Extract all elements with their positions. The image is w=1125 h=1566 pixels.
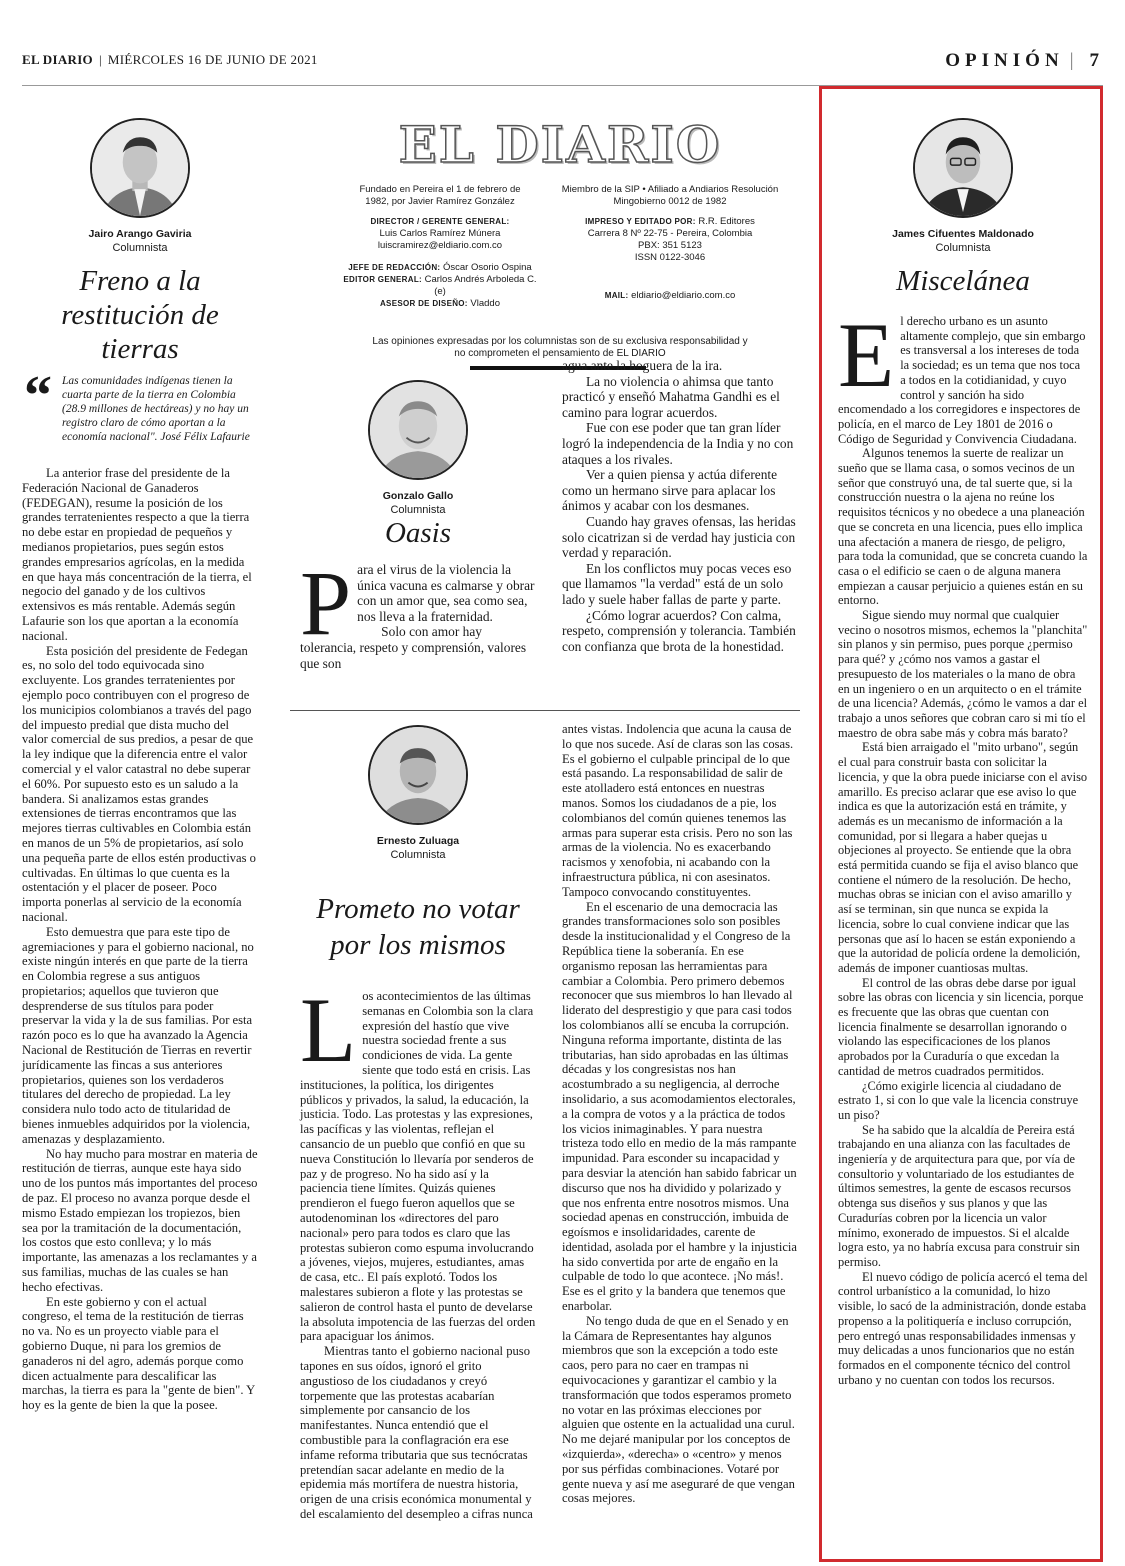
column-restitucion — [22, 118, 258, 1413]
director-email: luiscramirez@eldiario.com.co — [377, 240, 503, 251]
column-prometo — [300, 725, 536, 1522]
paragraph: Algunos tenemos la suerte de realizar un sueño que se llama casa, o somos vecinos de un señor que construyó una, de tal suerte que, si la construcción nuestra o la ajena no reúne los requisitos técnicos y no obedece a una planeación que se concreta en una licencia, pues ello implica una afectación a manera de riesgo, de peligro, para toda la comunidad, que se concreta cuando la casa o el edificio se caen o de alguna manera empiezan a causar perjuicio a quienes están en su entorno. — [838, 446, 1088, 608]
author-role: Columnista — [112, 242, 168, 254]
mail-label: MAIL: — [604, 291, 629, 300]
portrait-photo — [92, 120, 188, 216]
paragraph: Cuando hay graves ofensas, las heridas solo cicatrizan si de verdad hay justicia con verdad y reparación. — [562, 513, 796, 561]
avatar-james — [913, 118, 1013, 218]
page-number: 7 — [1089, 50, 1099, 71]
paragraph: El nuevo código de policía acercó el tema del control urbanístico a la comunidad, lo hizo visible, lo sacó de la administración, donde estaba propenso a la politiquería e incluso corrupción, pero entregó unas responsabilidades inmensas y muy delicadas a unos funcionarios que no están formados en el componente técnico del control urbano y no cuentan con todos los recursos. — [838, 1269, 1088, 1387]
issn: ISSN 0122-3046 — [634, 252, 706, 263]
disenio-name: Vladdo — [470, 298, 500, 309]
article-body — [22, 466, 258, 1413]
lead-paragraph — [300, 979, 536, 1344]
quote-mark-icon: “ — [24, 365, 52, 427]
article-body — [300, 552, 536, 671]
credit-line — [340, 262, 540, 274]
dropcap: L — [300, 979, 357, 1081]
section-name: OPINIÓN — [945, 50, 1064, 71]
column-oasis-continued — [562, 358, 798, 654]
credit-line — [560, 290, 780, 302]
paragraph: agua ante la hoguera de la ira. — [562, 358, 723, 373]
jefe-name: Óscar Osorio Ospina — [443, 262, 532, 273]
paragraph: No tengo duda de que en el Senado y en la Cámara de Representantes hay algunos miembros que son la excepción a todo este caos, pero para no caer en trampas ni equivocaciones y garantizar el cambio y la transformación que todos esperamos prometo no votar en las próximas elecciones por alguien que ostente en la actualidad una curul. No me dejaré manipular por los conceptos de «izquierda», «derecha» o «centro» y menos por sus pérfidas combinaciones. Votaré por gente nueva y así me aseguraré de que vengan cosas mejores. — [562, 1313, 795, 1506]
paragraph: ¿Cómo lograr acuerdos? Con calma, respeto, comprensión y tolerancia. También con confianza que brota de la honestidad. — [562, 607, 796, 654]
paragraph: ¿Cómo exigirle licencia al ciudadano de estrato 1, si con lo que vale la licencia construye un piso? — [838, 1078, 1079, 1122]
pbx: PBX: 351 5123 — [638, 240, 702, 251]
author-role: Columnista — [390, 849, 446, 861]
paragraph: El control de las obras debe darse por igual sobre las obras con licencia y sin licencia, porque es frecuente que las obras que cuentan con licencia finalmente se desarrollan ignorando o violando las especificaciones de los planos aprobados por la Curaduría o que excedan la cantidad de metros cuadrados permitidos. — [838, 975, 1084, 1078]
article-body — [838, 304, 1088, 1387]
paragraph: En este gobierno y con el actual congreso, el tema de la restitución de tierras no va. No es un proyecto viable para el gobierno Duque, ni para los gremios de ganaderos ni del agro, además porque como dicen actualmente para descalificar las marchas, la tierra es para la "gente de bien". Y hoy es la gente de bien la que la posee. — [22, 1294, 255, 1413]
header-left — [22, 52, 318, 68]
portrait-photo — [915, 120, 1011, 216]
lead-text: ara el virus de la violencia la única vacuna es calmarse y obrar con un amor que, sea como sea, nos lleva a la fraternidad. — [357, 562, 535, 624]
masthead-logo: EL DIARIO — [398, 115, 722, 174]
author-name: James Cifuentes Maldonado — [892, 228, 1034, 240]
avatar-jairo — [90, 118, 190, 218]
portrait-photo — [370, 727, 466, 823]
author-name: Jairo Arango Gaviria — [88, 228, 192, 240]
header-right — [945, 50, 1099, 72]
credit-line — [560, 216, 780, 228]
article-title: Oasis — [384, 517, 452, 549]
editor-name: Carlos Andrés Arboleda C. (e) — [424, 274, 537, 297]
paragraph: Se ha sabido que la alcaldía de Pereira está trabajando en una alianza con las facultades de ingeniería y de arquitectura para que, por vía de consultorio y voluntariado de los estudiantes de últimos semestres, la gente de escasos recursos obtenga sus diseños y sus planos y que las Curadurías cobren por la licencia un valor mínimo, exonerado de impuestos. Si el alcalde logra esto, ya no habría excusa para construir sin permiso. — [838, 1122, 1080, 1269]
address: Carrera 8 Nº 22-75 - Pereira, Colombia — [587, 228, 753, 239]
masthead — [340, 115, 780, 360]
director-name: Luis Carlos Ramírez Múnera — [379, 228, 501, 239]
column-miscelanea — [838, 118, 1088, 1387]
paragraph: antes vistas. Indolencia que acuna la causa de lo que nos sucede. Así de claras son las cosas. Es el gobierno el culpable principal de lo que está pasando. La responsabilidad de salir de este atolladero está entonces en nuestras manos. Somos los ciudadanos de a pie, los colombianos del común quienes tenemos las armas para superar esta crisis. Pero no son las armas de la violencia. No es exacerbando racismos y xenofobia, ni acabando con la infraestructura pública, ni con asesinatos. Tampoco convocando constituyentes. — [562, 722, 794, 899]
column-oasis — [300, 380, 536, 671]
paragraph: Fue con ese poder que tan gran líder logró la independencia de la India y no con ataques a los rivales. — [562, 420, 794, 467]
paragraph: La anterior frase del presidente de la Federación Nacional de Ganaderos (FEDEGAN), resume la posición de los grandes terratenientes respecto a que la tierra no debe estar en propiedad de pequeños y medianos propietarios, pues según estos grandes empresarios agrícolas, en la medida en que haya más concentración de la tierra, el negocio del ganado y de los cultivos extensivos es más rentable. Además según Lafaurie son los que aportan a la economía nacional. — [22, 466, 252, 643]
membership-text: Miembro de la SIP • Afiliado a Andiarios Resolución Mingobierno 0012 de 1982 — [561, 184, 779, 207]
paragraph: Esto demuestra que para este tipo de agremiaciones y para el gobierno nacional, no existe ningún interés en que parte de la tierra en Colombia regrese a sus antiguos propietarios; aquellos que tuvieron que desprenderse de sus títulos para poder preservar la vida y la de sus familias. Por esta razón poco es lo que ha avanzado la Agencia Nacional de Restitución de Tierras en revertir jurídicamente las fincas a sus anteriores propietarios, quienes son los verdaderos titulares del derecho de propiedad. La ley considera nulo todo acto de titularidad de bienes inmuebles adquiridos por la violencia, amenazas y desplazamiento. — [22, 924, 254, 1146]
disenio-label: ASESOR DE DISEÑO: — [379, 299, 468, 308]
paragraph: Está bien arraigado el "mito urbano", según el cual para construir basta con solicitar la licencia, y que la obra puede iniciarse con el aviso amarillo. Es preciso aclarar que ese aviso lo que indica es que la autorización está en trámite, y además es un mecanismo de información a la comunidad, por si llegara a haber quejas u objeciones al proyecto. Se entiende que la obra está permitida cuando se fija el aviso blanco que contiene el número de la resolución. De hecho, muchas obras se inician con el aviso amarillo y así se terminan, sin que nunca se expida la licencia, sobre lo cual conviene indicar que las personas que así lo hacen se están exponiendo a que la autoridad de policía ordene la demolición, además de imponer cuantiosas multas. — [838, 740, 1088, 975]
lead-text: l derecho urbano es un asunto altamente complejo, que sin embargo es transversal a los intereses de toda la sociedad; es un tema que nos toca a todos en la cotidianidad, y cuyo control y sanción ha sido encomendado a los corregidores e inspectores de policía, en el marco de Ley 1801 de 2016 o Código de Seguridad y Convivencia Ciudadana. — [838, 314, 1086, 446]
header-separator: | — [98, 52, 102, 67]
paragraph: Ver a quien piensa y actúa diferente como un hermano sirve para aplacar los ánimos y acabar con los desmanes. — [562, 467, 778, 514]
founded-text: Fundado en Pereira el 1 de febrero de 1982, por Javier Ramírez González — [359, 184, 521, 207]
paragraph: Sigue siendo muy normal que cualquier vecino o nosotros mismos, echemos la "planchita" sin planos y sin permiso, pues porque ¿permiso para qué? y ¿cómo nos vamos a gastar el presupuesto de los materiales o la mano de obra en un ingeniero o en un arquitecto o en el trámite de una licencia? Además, ¿cómo le vamos a dar el trabajo a unos señores que cobran caro si mi tío el maestro de obra sabe más y cobra más barato? — [838, 608, 1088, 740]
dropcap: P — [300, 552, 352, 654]
avatar-ernesto — [368, 725, 468, 825]
paragraph: En el escenario de una democracia las grandes transformaciones solo son posibles desde la institucionalidad y el Congreso de la República tiene la soberanía. En ese organismo reposan las herramientas para cambiar a Colombia. Pero primero debemos reconocer que sus miembros lo han llevado al liderato del desprestigio y que para casi todos los colombianos allí se encuba la corrupción. Ninguna reforma importante, distinta de las tributarias, han sido aprobadas en las últimas décadas y los congresistas nos han acostumbrado a su negligencia, al derroche insolidario, a sus acomodamientos electorales, a la compra de votos y a la práctica de todos los vicios inimaginables. Y para nuestra tristeza todo ello en medio de la más rampante impunidad. Para esconder su incapacidad y para desviar la atención han sabido fabricar un discurso que nos ha dividido y polarizado y que nos enfrenta entre nosotros mismos. Una sociedad apenas en construcción, imbuida de egoísmos e insolidaridades, carente de identidad, asolada por el hambre y la injusticia ha sido convertida por arte de engaño en la culpable de todo lo que acontece. ¡No más!. Ese es el grito y la bandera que tenemos que enarbolar. — [562, 899, 798, 1314]
director-label: DIRECTOR / GERENTE GENERAL: — [370, 217, 510, 226]
masthead-left — [340, 184, 540, 310]
disclaimer: Las opiniones expresadas por los columnistas son de su exclusiva responsabilidad y no comprometen el pensamiento de EL DIARIO — [372, 336, 748, 359]
paragraph: En los conflictos muy pocas veces eso que llamamos "la verdad" está de un solo lado y suele haber fallas de parte y parte. — [562, 560, 792, 607]
impreso-name: R.R. Editores — [698, 216, 755, 227]
masthead-credits — [340, 184, 780, 334]
article-title: Prometo no votar por los mismos — [316, 893, 520, 961]
article-title: Miscelánea — [896, 265, 1030, 297]
credit-line — [340, 298, 540, 310]
paper-name: EL DIARIO — [22, 52, 93, 67]
masthead-right — [560, 184, 780, 302]
credit-line — [340, 274, 540, 298]
header-separator: | — [1069, 50, 1074, 71]
avatar-gonzalo — [368, 380, 468, 480]
author-role: Columnista — [390, 504, 446, 516]
pull-quote-text: Las comunidades indígenas tienen la cuarta parte de la tierra en Colombia (28.9 millones de hectáreas) y no hay un registro claro de cómo aportan a la economía nacional". José Félix Lafaurie — [62, 375, 250, 443]
mail-address: eldiario@eldiario.com.co — [631, 290, 736, 301]
impreso-label: IMPRESO Y EDITADO POR: — [585, 217, 696, 226]
author-name: Gonzalo Gallo — [382, 490, 454, 502]
author-role: Columnista — [935, 242, 991, 254]
lead-text: os acontecimientos de las últimas semanas en Colombia son la clara expresión del hastío que vive nuestra sociedad frente a sus condiciones de vida. La gente siente que todo está en crisis. Las instituciones, la política, los dirigentes públicos y privados, la salud, la educación, la justicia. Todo. Las protestas y las expresiones, las pacíficas y las violentas, reflejan el cansancio de un pueblo que confió en que su nueva Constitución lo llevaría por senderos de paz y de progreso. No ha sido así y la paciencia tiene límites. Quizás quienes prendieron el fuego fueron aquellos que se autodenominan los «directores del paro nacional» pero para todos es claro que las protestas subieron como espuma involucrando a jóvenes, viejos, mujeres, estudiantes, amas de casa, etc.. El país explotó. Todos los malestares subieron a flote y las protestas se salieron de control hasta el punto de develarse la absoluta impotencia de las fuerzas del orden para apaciguar los ánimos. — [300, 989, 536, 1344]
portrait-photo — [370, 382, 466, 478]
lead-paragraph — [838, 304, 1088, 446]
paragraph: La no violencia o ahimsa que tanto practicó y enseñó Mahatma Gandhi es el camino para lograr acuerdos. — [562, 373, 780, 420]
page-header — [22, 52, 1099, 80]
paragraph: No hay mucho para mostrar en materia de restitución de tierras, aunque este haya sido uno de los puntos más importantes del proceso de paz. El proceso no avanza porque desde el mismo Estado empiezan los tropiezos, bien sea por la tramitación de la documentación, los costos que esto conlleva; y lo más importante, las amenazas a los reclamantes y a sus familias, muchas de las cuales se han hecho efectivas. — [22, 1146, 258, 1294]
dropcap: E — [838, 304, 895, 406]
paragraph: Mientras tanto el gobierno nacional puso tapones en sus oídos, ignoró el grito angustioso de los ciudadanos y creyó torpemente que las protestas acabarían simplemente por cansancio de los manifestantes. Nunca entendió que el combustible para la conflagración era ese infame reforma tributaria que sus tecnócratas pretendían sacar adelante en medio de la epidemia más mortífera de nuestra historia, origen de una crisis económica monumental y del escalamiento del desempleo a cifras nunca — [300, 1344, 533, 1521]
author-name: Ernesto Zuluaga — [376, 835, 460, 847]
paragraph: Esta posición del presidente de Fedegan es, no solo del todo equivocada sino excluyente. Los grandes terratenientes por ejemplo poco contribuyen con el progreso de los municipios colombianos a través del pago del impuesto predial que dista mucho del valor comercial de sus predios, a pesar de que la ley indique que la diferencia entre el valor comercial y el valor catastral no debe superar el 60%. Por supuesto esto es un saludo a la bandera. Si analizamos estas grandes extensiones de tierras encontramos que las mejores tierras cultivables en Colombia están en manos de un 5% de propietarios, así solo una pequeña parte de ellos estén productivas o cultivadas. En últimas lo que cuenta es la ostentación y el placer de poseer. Poco importa ponerlas al servicio de la economía nacional. — [22, 643, 256, 924]
editor-label: EDITOR GENERAL: — [343, 275, 422, 284]
article-title: Freno a la restitución de tierras — [61, 265, 219, 365]
jefe-label: JEFE DE REDACCIÓN: — [348, 263, 441, 272]
article-body — [300, 979, 536, 1522]
column-prometo-continued — [562, 722, 798, 1506]
issue-date: MIÉRCOLES 16 DE JUNIO DE 2021 — [107, 52, 318, 67]
pull-quote — [22, 365, 258, 444]
section-divider — [290, 710, 800, 711]
paragraph: Solo con amor hay tolerancia, respeto y comprensión, valores que son — [300, 624, 527, 671]
